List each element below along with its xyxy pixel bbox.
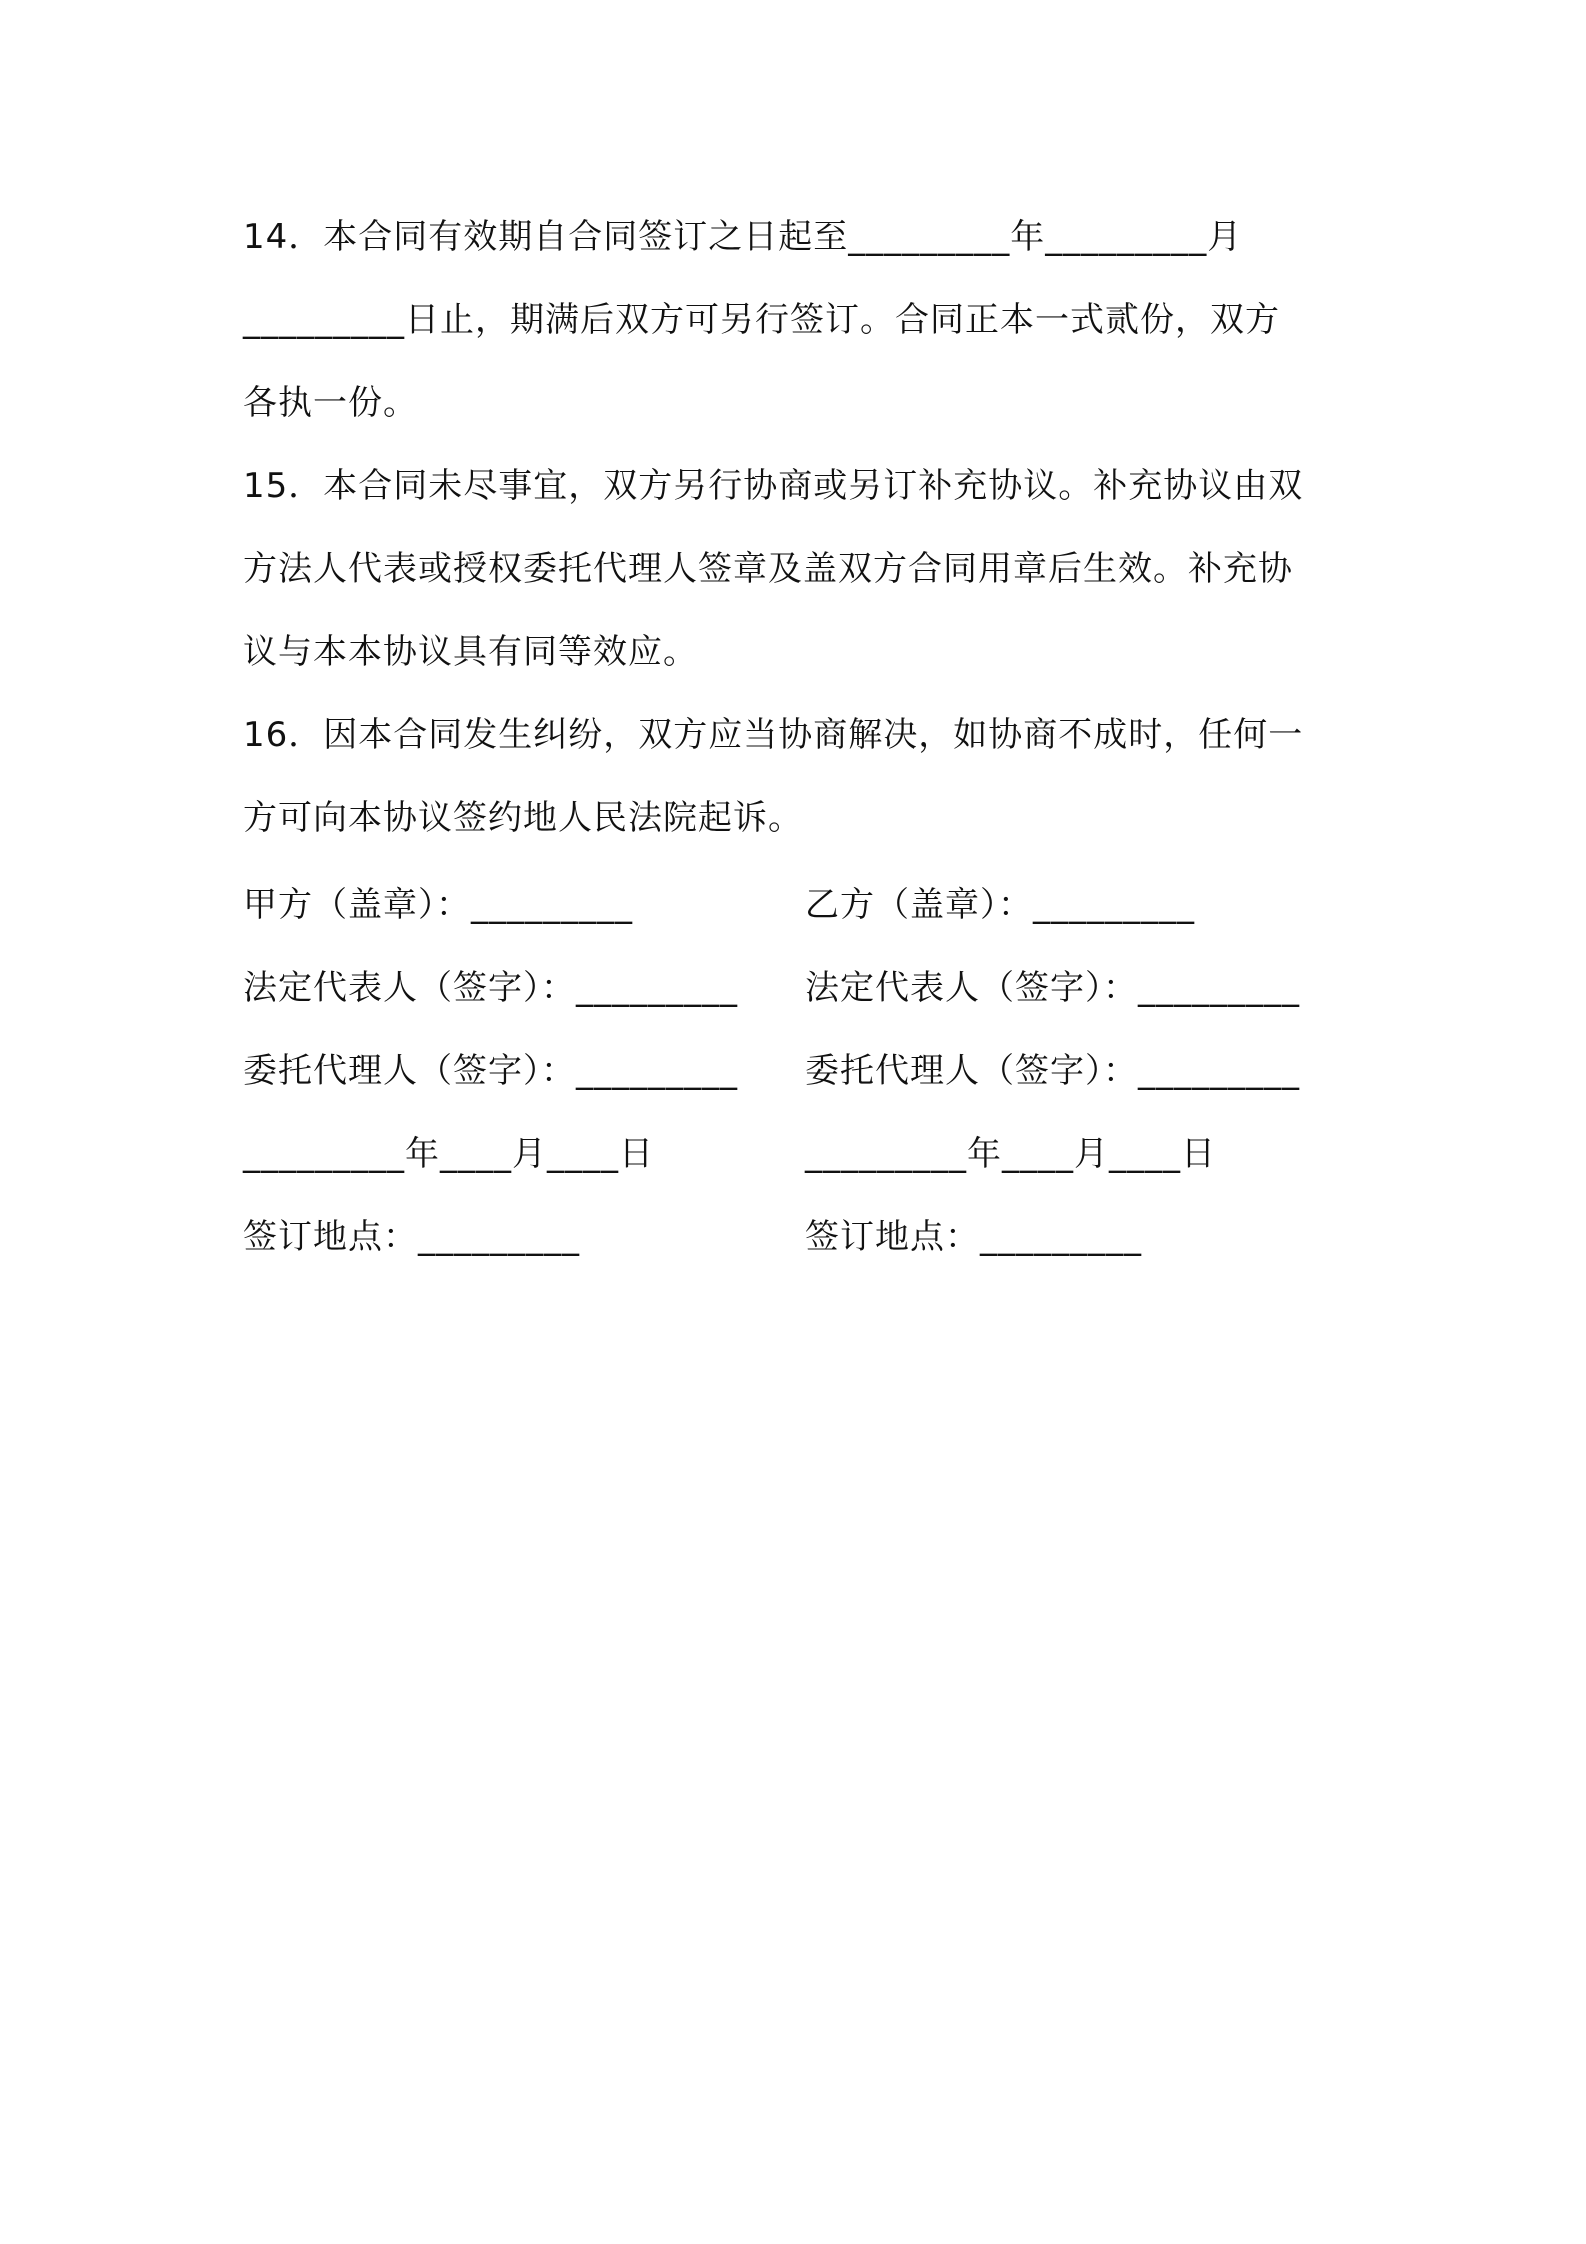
party-b-place-field: 签订地点：_________: [805, 1217, 1142, 1257]
clause-line: 方可向本协议签约地人民法院起诉。: [243, 798, 803, 838]
party-b-seal-field: 乙方（盖章）：_________: [805, 885, 1195, 925]
party-b-agent-field: 委托代理人（签字）：_________: [805, 1051, 1300, 1091]
party-a-legal-rep-field: 法定代表人（签字）：_________: [243, 968, 738, 1008]
clause-line: _________日止，期满后双方可另行签订。合同正本一式贰份，双方: [243, 300, 1280, 340]
signature-row-date: [243, 1109, 1353, 1192]
party-a-place-field: 签订地点：_________: [243, 1217, 580, 1257]
clause-16: [243, 694, 1353, 860]
party-a-date-field: _________年____月____日: [243, 1134, 654, 1174]
signature-row-agent: [243, 1026, 1353, 1109]
party-b-legal-rep-field: 法定代表人（签字）：_________: [805, 968, 1300, 1008]
contract-content: [243, 196, 1353, 1275]
clause-15: [243, 445, 1353, 694]
clause-line: 14．本合同有效期自合同签订之日起至_________年_________月: [243, 217, 1243, 257]
signature-row-legal-rep: [243, 943, 1353, 1026]
signature-block: [243, 860, 1353, 1275]
clause-14: [243, 196, 1353, 445]
clause-line: 各执一份。: [243, 383, 418, 423]
signature-row-seal: [243, 860, 1353, 943]
clause-line: 15．本合同未尽事宜，双方另行协商或另订补充协议。补充协议由双: [243, 466, 1304, 506]
clause-line: 16．因本合同发生纠纷，双方应当协商解决，如协商不成时，任何一: [243, 715, 1304, 755]
party-a-agent-field: 委托代理人（签字）：_________: [243, 1051, 738, 1091]
party-a-seal-field: 甲方（盖章）：_________: [243, 885, 633, 925]
clause-line: 方法人代表或授权委托代理人签章及盖双方合同用章后生效。补充协: [243, 549, 1293, 589]
signature-row-place: [243, 1192, 1353, 1275]
clause-line: 议与本本协议具有同等效应。: [243, 632, 698, 672]
party-b-date-field: _________年____月____日: [805, 1134, 1216, 1174]
